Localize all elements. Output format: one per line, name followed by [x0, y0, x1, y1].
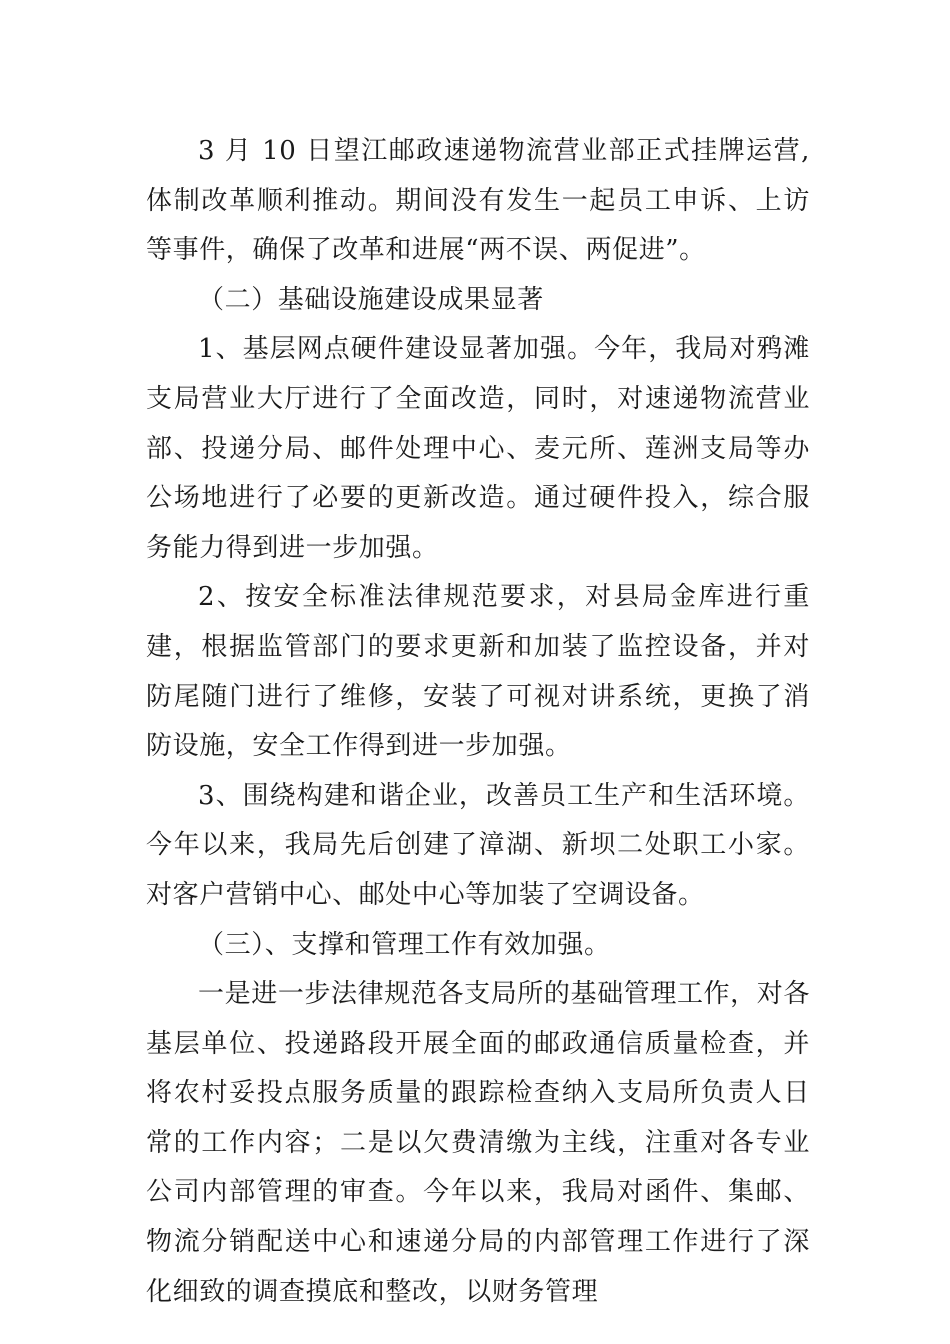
paragraph-item-1: 1、基层网点硬件建设显著加强。今年，我局对鸦滩支局营业大厅进行了全面改造，同时，对速递物流营业部、投递分局、邮件处理中心、麦元所、莲洲支局等办公场地进行了必要的更新改造。通过硬件投入，综合服务能力得到进一步加强。: [146, 334, 810, 563]
paragraph-item-3: 3、围绕构建和谐企业，改善员工生产和生活环境。今年以来，我局先后创建了漳湖、新坝二处职工小家。对客户营销中心、邮处中心等加装了空调设备。: [146, 780, 810, 910]
document-page: [146, 127, 810, 1317]
section-heading-management: （三）、支撑和管理工作有效加强。: [198, 929, 611, 960]
paragraph-item-2: 2、按安全标准法律规范要求，对县局金库进行重建，根据监管部门的要求更新和加装了监控设备，并对防尾随门进行了维修，安装了可视对讲系统，更换了消防设施，安全工作得到进一步加强。: [146, 582, 810, 762]
section-heading-infrastructure: （二）基础设施建设成果显著: [198, 284, 544, 315]
paragraph-management: 一是进一步法律规范各支局所的基础管理工作，对各基层单位、投递路段开展全面的邮政通信质量检查，并将农村妥投点服务质量的跟踪检查纳入支局所负责人日常的工作内容；二是以欠费清缴为主线，注重对各专业公司内部管理的审查。今年以来，我局对函件、集邮、物流分销配送中心和速递分局的内部管理工作进行了深化细致的调查摸底和整改，以财务管理: [146, 979, 810, 1307]
paragraph-reform: 3 月 10 日望江邮政速递物流营业部正式挂牌运营,体制改革顺利推动。期间没有发生一起员工申诉、上访等事件，确保了改革和进展“两不误、两促进”。: [146, 136, 810, 266]
